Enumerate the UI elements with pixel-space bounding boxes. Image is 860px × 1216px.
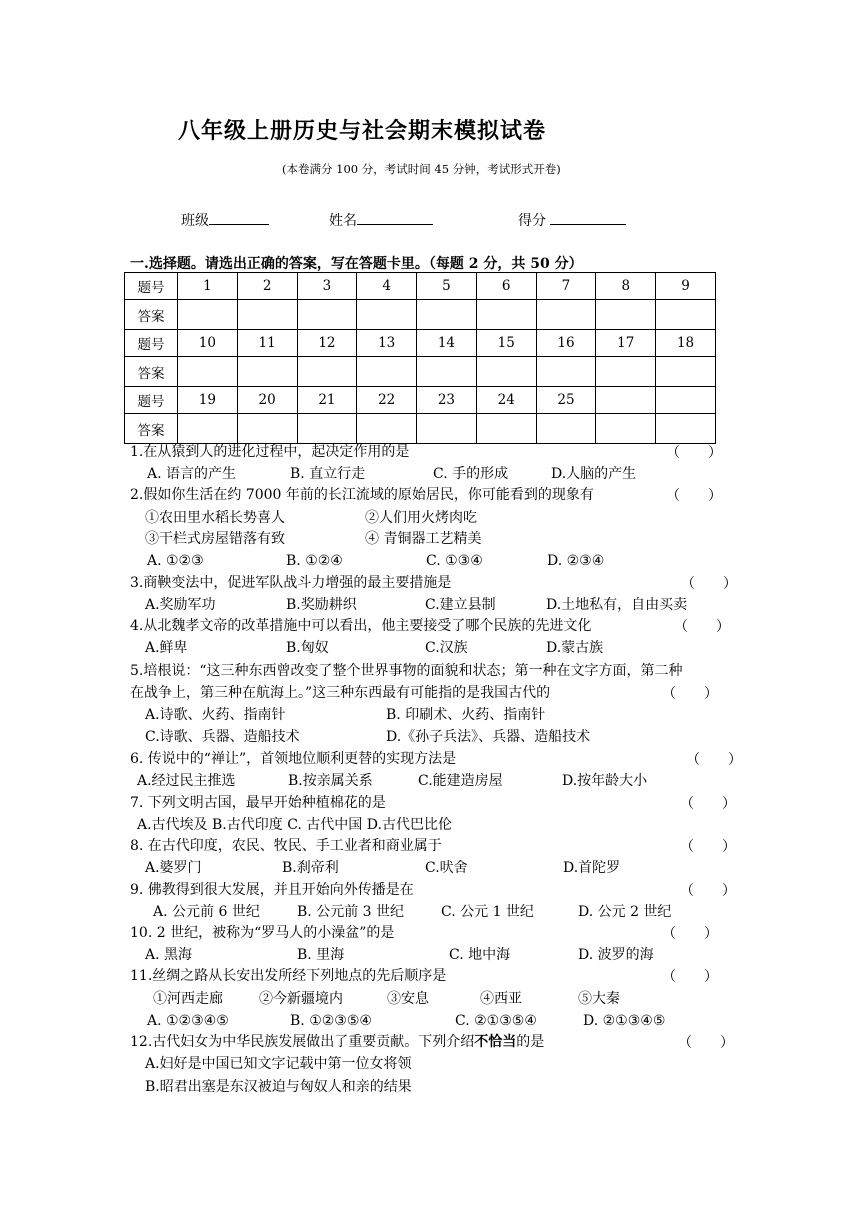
- grid-number: 13: [357, 330, 417, 357]
- q5-option-b: B. 印刷术、火药、指南针: [386, 707, 546, 723]
- q2-item-4: ④ 青铜器工艺精美: [365, 531, 482, 547]
- grid-number: 20: [237, 387, 297, 414]
- answer-bracket: （ ）: [662, 926, 718, 942]
- question-5-stem-line1: 5.培根说：“这三种东西曾改变了整个世界事物的面貌和状态；第一种在文字方面，第二种: [130, 663, 683, 679]
- question-3-stem: 3.商鞅变法中，促进军队战斗力增强的最主要措施是: [130, 575, 452, 591]
- section-heading: 一.选择题。请选出正确的答案，写在答题卡里。（每题 2 分，共 50 分）: [130, 256, 583, 272]
- q1-option-c: C. 手的形成: [433, 466, 509, 482]
- q2-option-d: D. ②③④: [547, 553, 605, 569]
- q8-option-c: C.吠舍: [425, 860, 468, 876]
- q11-item-1: ①河西走廊: [153, 991, 223, 1007]
- question-10-stem: 10. 2 世纪，被称为“罗马人的小澡盆”的是: [130, 925, 395, 941]
- answer-cell[interactable]: [297, 300, 357, 330]
- q11-item-4: ④西亚: [480, 991, 522, 1007]
- q3-option-c: C.建立县制: [425, 597, 496, 613]
- class-blank[interactable]: [209, 210, 269, 225]
- answer-cell[interactable]: [297, 357, 357, 387]
- class-field: [181, 210, 269, 230]
- q7-options: A.古代埃及 B.古代印度 C. 古代中国 D.古代巴比伦: [137, 817, 452, 833]
- grid-number: 9: [656, 273, 716, 300]
- answer-bracket: （ ）: [666, 445, 722, 461]
- q2-option-c: C. ①③④: [426, 553, 483, 569]
- grid-number: 5: [417, 273, 477, 300]
- answer-cell[interactable]: [596, 414, 656, 444]
- score-blank[interactable]: [550, 210, 626, 225]
- grid-number: 17: [596, 330, 656, 357]
- answer-cell[interactable]: [476, 357, 536, 387]
- score-field: [518, 210, 626, 230]
- answer-cell[interactable]: [536, 414, 596, 444]
- grid-number: 16: [536, 330, 596, 357]
- q3-option-d: D.土地私有，自由买卖: [546, 597, 688, 613]
- grid-number: [656, 387, 716, 414]
- q12-option-a: A.妇好是中国已知文字记载中第一位女将领: [145, 1056, 412, 1072]
- answer-cell[interactable]: [536, 300, 596, 330]
- q1-option-d: D.人脑的产生: [551, 466, 637, 482]
- answer-cell[interactable]: [357, 357, 417, 387]
- answer-cell[interactable]: [596, 300, 656, 330]
- q10-option-b: B. 里海: [297, 947, 345, 963]
- q8-option-b: B.刹帝利: [282, 860, 339, 876]
- question-11-stem: 11.丝绸之路从长安出发所经下列地点的先后顺序是: [130, 968, 447, 984]
- answer-grid: [124, 272, 716, 444]
- answer-bracket: （ ）: [680, 839, 736, 855]
- q8-option-a: A.婆罗门: [145, 860, 202, 876]
- q4-option-a: A.鲜卑: [145, 640, 188, 656]
- q5-option-a: A.诗歌、火药、指南针: [145, 707, 286, 723]
- grid-number: 4: [357, 273, 417, 300]
- q4-option-c: C.汉族: [425, 640, 468, 656]
- grid-row-label: 答案: [125, 414, 178, 444]
- q12-option-b: B.昭君出塞是东汉被迫与匈奴人和亲的结果: [145, 1079, 412, 1095]
- q2-item-2: ②人们用火烤肉吃: [365, 510, 477, 526]
- answer-cell[interactable]: [596, 357, 656, 387]
- q10-option-d: D. 波罗的海: [578, 947, 654, 963]
- q2-option-b: B. ①②④: [286, 553, 343, 569]
- grid-number: 10: [178, 330, 238, 357]
- grid-answer-row: [125, 414, 716, 444]
- q11-option-c: C. ②①③⑤④: [455, 1013, 537, 1029]
- grid-number-row: [125, 273, 716, 300]
- grid-number-row: [125, 387, 716, 414]
- grid-number: 8: [596, 273, 656, 300]
- grid-number: 6: [476, 273, 536, 300]
- q3-option-b: B.奖励耕织: [286, 597, 357, 613]
- answer-cell[interactable]: [178, 414, 238, 444]
- question-6-stem: 6. 传说中的“禅让”，首领地位顺利更替的实现方法是: [130, 751, 457, 767]
- grid-number: 25: [536, 387, 596, 414]
- grid-row-label: 答案: [125, 300, 178, 330]
- q10-option-a: A. 黑海: [145, 947, 193, 963]
- q11-item-2: ②今新疆境内: [259, 991, 343, 1007]
- q1-option-a: A. 语言的产生: [147, 466, 237, 482]
- grid-number: 15: [476, 330, 536, 357]
- q11-option-a: A. ①②③④⑤: [147, 1013, 229, 1029]
- answer-cell[interactable]: [656, 414, 716, 444]
- q9-option-b: B. 公元前 3 世纪: [297, 904, 404, 920]
- answer-cell[interactable]: [178, 357, 238, 387]
- grid-number: 3: [297, 273, 357, 300]
- answer-bracket: （ ）: [680, 883, 736, 899]
- grid-number: 2: [237, 273, 297, 300]
- q2-item-1: ①农田里水稻长势喜人: [145, 510, 285, 526]
- q6-option-d: D.按年龄大小: [562, 773, 648, 789]
- q12-stem-emphasis: 不恰当: [474, 1034, 517, 1050]
- grid-row-label: 题号: [125, 273, 178, 300]
- answer-cell[interactable]: [536, 357, 596, 387]
- q9-option-c: C. 公元 1 世纪: [441, 904, 534, 920]
- q8-option-d: D.首陀罗: [563, 860, 621, 876]
- grid-row-label: 题号: [125, 330, 178, 357]
- question-1-stem: 1.在从猿到人的进化过程中，起决定作用的是: [130, 444, 410, 460]
- grid-number: 22: [357, 387, 417, 414]
- grid-number: 11: [237, 330, 297, 357]
- class-label: 班级: [181, 213, 209, 229]
- answer-bracket: （ ）: [662, 969, 718, 985]
- question-7-stem: 7. 下列文明古国，最早开始种植棉花的是: [130, 795, 386, 811]
- grid-number: [596, 387, 656, 414]
- answer-cell[interactable]: [237, 357, 297, 387]
- grid-row-label: 题号: [125, 387, 178, 414]
- answer-cell[interactable]: [297, 414, 357, 444]
- page-title: 八年级上册历史与社会期末模拟试卷: [178, 118, 547, 144]
- q6-option-a: A.经过民主推选: [137, 773, 236, 789]
- question-4-stem: 4.从北魏孝文帝的改革措施中可以看出，他主要接受了哪个民族的先进文化: [130, 618, 592, 634]
- answer-cell[interactable]: [656, 300, 716, 330]
- grid-number: 1: [178, 273, 238, 300]
- answer-cell[interactable]: [656, 357, 716, 387]
- q11-item-3: ③安息: [387, 991, 429, 1007]
- answer-bracket: （ ）: [680, 796, 736, 812]
- answer-cell[interactable]: [476, 414, 536, 444]
- grid-answer-row: [125, 357, 716, 387]
- question-12-stem: [130, 1032, 730, 1052]
- name-blank[interactable]: [357, 210, 433, 225]
- answer-cell[interactable]: [237, 414, 297, 444]
- answer-bracket: （ ）: [678, 1035, 734, 1051]
- grid-number: 24: [476, 387, 536, 414]
- grid-number: 19: [178, 387, 238, 414]
- q11-item-5: ⑤大秦: [578, 991, 620, 1007]
- answer-cell[interactable]: [237, 300, 297, 330]
- q5-option-d: D.《孙子兵法》、兵器、造船技术: [386, 729, 591, 745]
- name-field: [329, 210, 433, 230]
- answer-cell[interactable]: [417, 357, 477, 387]
- q9-option-a: A. 公元前 6 世纪: [153, 904, 260, 920]
- q9-option-d: D. 公元 2 世纪: [578, 904, 672, 920]
- answer-bracket: （ ）: [662, 686, 718, 702]
- q4-option-b: B.匈奴: [286, 640, 329, 656]
- answer-cell[interactable]: [417, 300, 477, 330]
- answer-cell[interactable]: [417, 414, 477, 444]
- grid-row-label: 答案: [125, 357, 178, 387]
- q4-option-d: D.蒙古族: [546, 640, 604, 656]
- q1-option-b: B. 直立行走: [290, 466, 366, 482]
- q11-option-d: D. ②①③④⑤: [583, 1013, 666, 1029]
- question-9-stem: 9. 佛教得到很大发展，并且开始向外传播是在: [130, 882, 414, 898]
- answer-bracket: （ ）: [686, 752, 742, 768]
- q12-stem-pre: 12.古代妇女为中华民族发展做出了重要贡献。下列介绍: [130, 1034, 475, 1050]
- q2-item-3: ③干栏式房屋错落有致: [145, 531, 285, 547]
- answer-cell[interactable]: [357, 414, 417, 444]
- q11-option-b: B. ①②③⑤④: [290, 1013, 372, 1029]
- question-8-stem: 8. 在古代印度，农民、牧民、手工业者和商业属于: [130, 838, 442, 854]
- grid-number: 14: [417, 330, 477, 357]
- grid-number: 12: [297, 330, 357, 357]
- q6-option-b: B.按亲属关系: [288, 773, 373, 789]
- grid-number-row: [125, 330, 716, 357]
- q2-option-a: A. ①②③: [147, 553, 204, 569]
- answer-cell[interactable]: [476, 300, 536, 330]
- q3-option-a: A.奖励军功: [145, 597, 216, 613]
- q5-option-c: C.诗歌、兵器、造船技术: [145, 729, 300, 745]
- score-label: 得分: [518, 213, 546, 229]
- question-5-stem-line2: 在战争上，第三种在航海上。”这三种东西最有可能指的是我国古代的: [130, 685, 551, 701]
- answer-cell[interactable]: [357, 300, 417, 330]
- answer-bracket: （ ）: [666, 488, 722, 504]
- grid-number: 21: [297, 387, 357, 414]
- answer-cell[interactable]: [178, 300, 238, 330]
- grid-number: 7: [536, 273, 596, 300]
- question-2-stem: 2.假如你生活在约 7000 年前的长江流域的原始居民，你可能看到的现象有: [130, 487, 594, 503]
- grid-number: 23: [417, 387, 477, 414]
- q10-option-c: C. 地中海: [449, 947, 511, 963]
- answer-bracket: （ ）: [674, 619, 730, 635]
- grid-number: 18: [656, 330, 716, 357]
- grid-answer-row: [125, 300, 716, 330]
- name-label: 姓名: [329, 213, 357, 229]
- exam-subtitle: (本卷满分 100 分，考试时间 45 分钟，考试形式开卷): [282, 162, 561, 176]
- q12-stem-post: 的是: [516, 1034, 545, 1050]
- answer-bracket: （ ）: [681, 576, 737, 592]
- q6-option-c: C.能建造房屋: [418, 773, 503, 789]
